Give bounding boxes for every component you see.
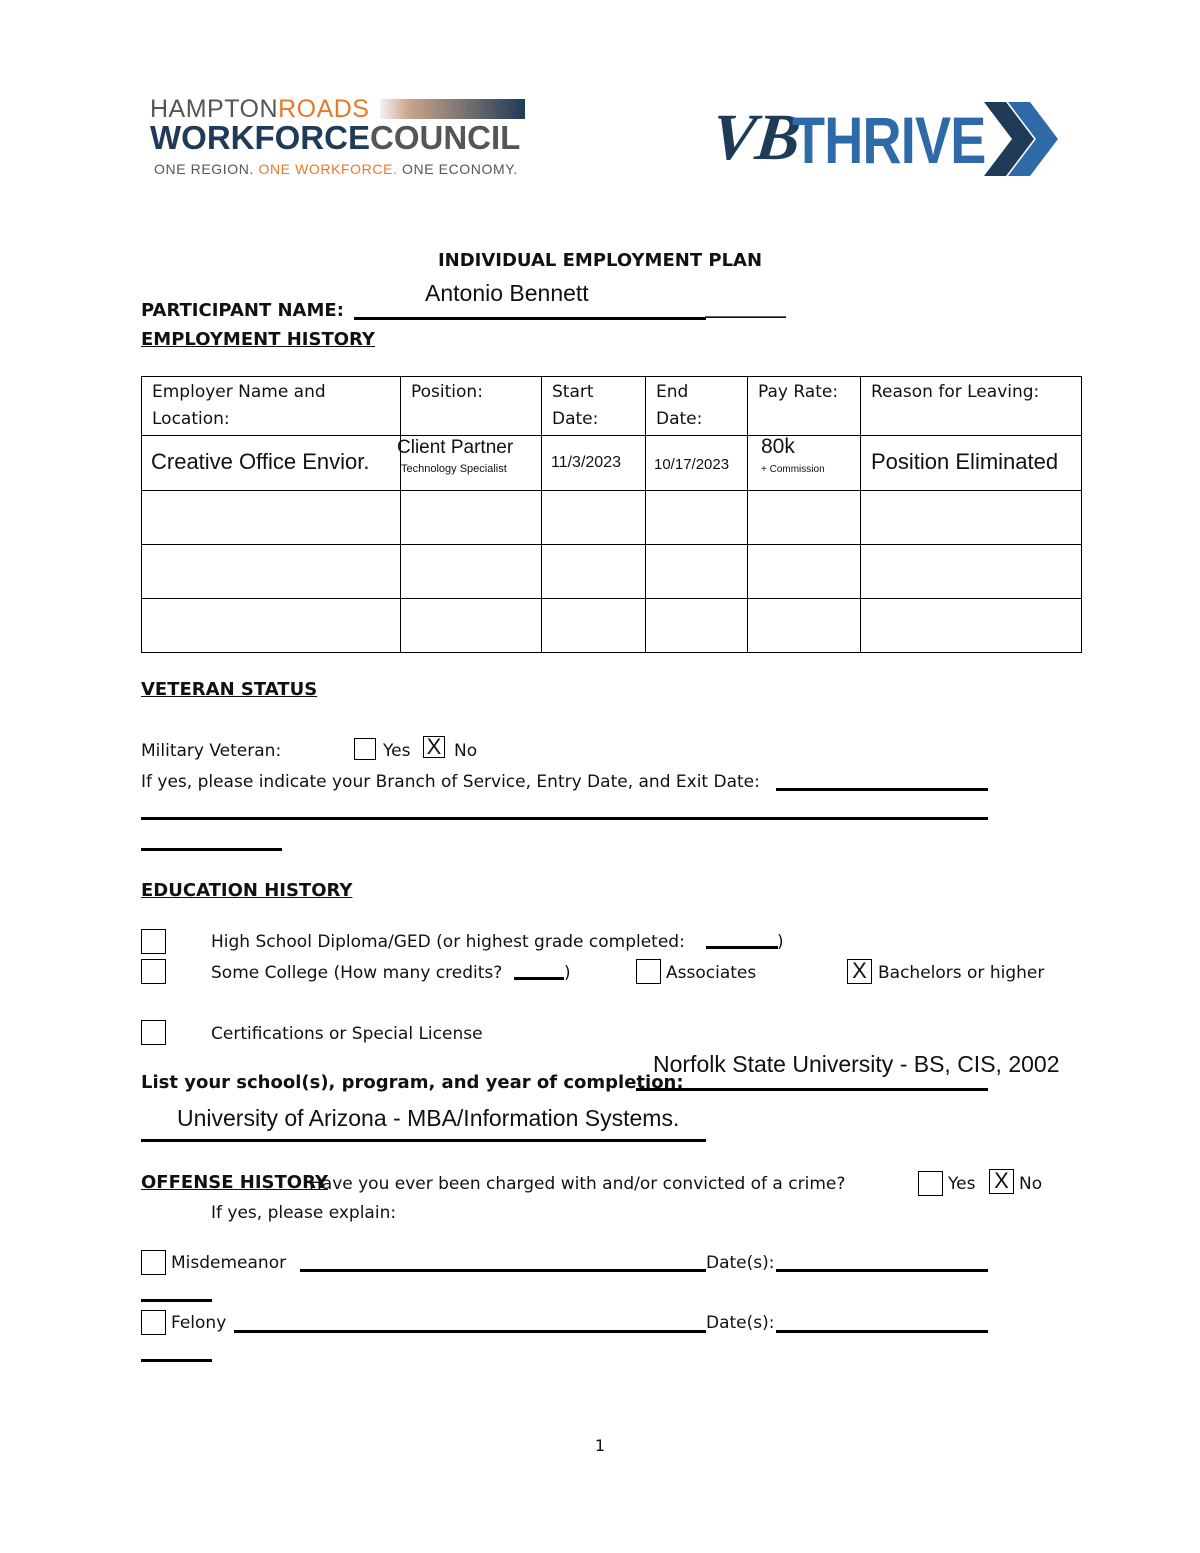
school-line-1 [636, 1088, 988, 1091]
some-college-checkbox[interactable] [141, 959, 166, 984]
veteran-no-label: No [454, 741, 478, 761]
start-date-cell[interactable] [542, 436, 645, 490]
felony-dates-line[interactable] [776, 1330, 988, 1333]
participant-tail: __________ [705, 298, 785, 319]
misdemeanor-label: Misdemeanor [171, 1253, 287, 1273]
misdemeanor-dates-label: Date(s): [706, 1253, 775, 1273]
certifications-label: Certifications or Special License [211, 1024, 483, 1044]
page-title: INDIVIDUAL EMPLOYMENT PLAN [437, 250, 763, 271]
header-reason: Reason for Leaving: [861, 377, 1082, 436]
end-date-value: 10/17/2023 [654, 456, 730, 473]
position-value: Client Partner [397, 437, 514, 458]
participant-name[interactable]: Antonio Bennett [425, 280, 589, 306]
header-position: Position: [401, 377, 542, 436]
high-school-checkbox[interactable] [141, 929, 166, 954]
table-cell[interactable] [646, 491, 748, 545]
pay-rate-sub-value: + Commission [761, 464, 825, 475]
start-date-value: 11/3/2023 [551, 454, 621, 471]
table-cell[interactable] [401, 491, 542, 545]
schools-prompt: List your school(s), program, and year of completion: [141, 1072, 684, 1093]
felony-checkbox[interactable] [141, 1310, 166, 1335]
some-college-close: ) [564, 963, 571, 983]
header-pay-rate: Pay Rate: [748, 377, 861, 436]
pay-rate-value: 80k [761, 435, 795, 458]
header-end-date: End Date: [646, 377, 748, 436]
participant-label: PARTICIPANT NAME: [141, 300, 344, 321]
veteran-yes-checkbox[interactable] [354, 738, 376, 760]
table-cell[interactable] [861, 599, 1082, 653]
certifications-checkbox[interactable] [141, 1020, 166, 1045]
bachelors-checkbox[interactable]: X [847, 959, 872, 984]
table-cell[interactable] [646, 599, 748, 653]
veteran-yes-label: Yes [383, 741, 411, 761]
table-cell[interactable] [542, 599, 646, 653]
high-school-close: ) [777, 932, 784, 952]
employer-cell[interactable] [142, 436, 400, 490]
high-school-grade-line[interactable] [706, 946, 778, 949]
chevrons-icon [984, 102, 1060, 176]
vbthrive-thrive: THRIVE [792, 103, 986, 177]
hrwc-line2: WORKFORCECOUNCIL [150, 119, 521, 156]
felony-label: Felony [171, 1313, 227, 1333]
school-entry-1[interactable]: Norfolk State University - BS, CIS, 2002 [653, 1051, 1060, 1077]
high-school-label: High School Diploma/GED (or highest grade completed: [211, 932, 685, 952]
misdemeanor-dates-line[interactable] [776, 1269, 988, 1272]
hrwc-logo [150, 96, 550, 186]
felony-line-2[interactable] [141, 1359, 212, 1362]
table-row [142, 545, 1082, 599]
end-date-cell[interactable] [646, 436, 747, 490]
offense-question: Have you ever been charged with and/or convicted of a crime? [309, 1174, 846, 1194]
table-cell[interactable] [861, 545, 1082, 599]
branch-prompt: If yes, please indicate your Branch of Service, Entry Date, and Exit Date: [141, 772, 760, 792]
table-row [142, 491, 1082, 545]
hrwc-tagline: ONE REGION. ONE WORKFORCE. ONE ECONOMY. [154, 161, 518, 177]
position-cell[interactable] [397, 436, 541, 490]
pay-rate-cell[interactable] [748, 436, 860, 490]
bachelors-label: Bachelors or higher [878, 963, 1045, 983]
branch-line-1[interactable] [776, 788, 988, 791]
offense-no-label: No [1019, 1174, 1043, 1194]
associates-label: Associates [666, 963, 757, 983]
hrwc-logo-bar [380, 99, 525, 119]
reason-cell[interactable] [861, 436, 1081, 490]
hrwc-line1: HAMPTONROADS [150, 95, 370, 123]
military-veteran-label: Military Veteran: [141, 741, 282, 761]
table-cell[interactable] [142, 545, 401, 599]
table-cell[interactable] [861, 491, 1082, 545]
offense-yes-label: Yes [948, 1174, 976, 1194]
misdemeanor-line-2[interactable] [141, 1299, 212, 1302]
table-cell[interactable] [401, 545, 542, 599]
table-cell[interactable] [401, 599, 542, 653]
position-sub-value: Technology Specialist [401, 463, 507, 475]
veteran-no-checkbox[interactable]: X [423, 736, 445, 758]
header-start-date: Start Date: [542, 377, 646, 436]
misdemeanor-checkbox[interactable] [141, 1250, 166, 1275]
table-cell[interactable] [142, 599, 401, 653]
branch-line-3[interactable] [141, 848, 282, 851]
offense-yes-checkbox[interactable] [918, 1171, 943, 1196]
branch-line-2[interactable] [141, 817, 988, 820]
offense-no-checkbox[interactable]: X [989, 1169, 1014, 1194]
table-row [142, 599, 1082, 653]
vbthrive-vb: VB [708, 101, 804, 174]
education-heading: EDUCATION HISTORY [141, 880, 353, 901]
table-cell[interactable] [142, 491, 401, 545]
employer-value: Creative Office Envior. [151, 449, 370, 474]
veteran-heading: VETERAN STATUS [141, 679, 318, 700]
some-college-label: Some College (How many credits? [211, 963, 503, 983]
table-cell[interactable] [748, 545, 861, 599]
offense-heading: OFFENSE HISTORY [141, 1172, 328, 1193]
college-credits-line[interactable] [514, 977, 564, 980]
associates-checkbox[interactable] [636, 959, 661, 984]
employment-table [141, 376, 1082, 653]
table-cell[interactable] [748, 491, 861, 545]
reason-value: Position Eliminated [871, 449, 1059, 474]
table-cell[interactable] [542, 491, 646, 545]
felony-line[interactable] [234, 1330, 706, 1333]
table-header-row [142, 377, 1082, 436]
offense-explain-label: If yes, please explain: [211, 1203, 397, 1223]
school-line-2 [141, 1139, 706, 1142]
school-entry-2[interactable]: University of Arizona - MBA/Information Systems. [177, 1105, 680, 1131]
misdemeanor-line[interactable] [300, 1269, 706, 1272]
table-cell[interactable] [646, 545, 748, 599]
table-cell[interactable] [748, 599, 861, 653]
employment-heading: EMPLOYMENT HISTORY [141, 329, 375, 350]
felony-dates-label: Date(s): [706, 1313, 775, 1333]
page-number: 1 [594, 1436, 606, 1455]
vbthrive-logo [708, 100, 1062, 180]
table-cell[interactable] [542, 545, 646, 599]
table-row [142, 436, 1082, 491]
participant-underline [354, 317, 706, 320]
header-employer: Employer Name and Location: [142, 377, 401, 436]
